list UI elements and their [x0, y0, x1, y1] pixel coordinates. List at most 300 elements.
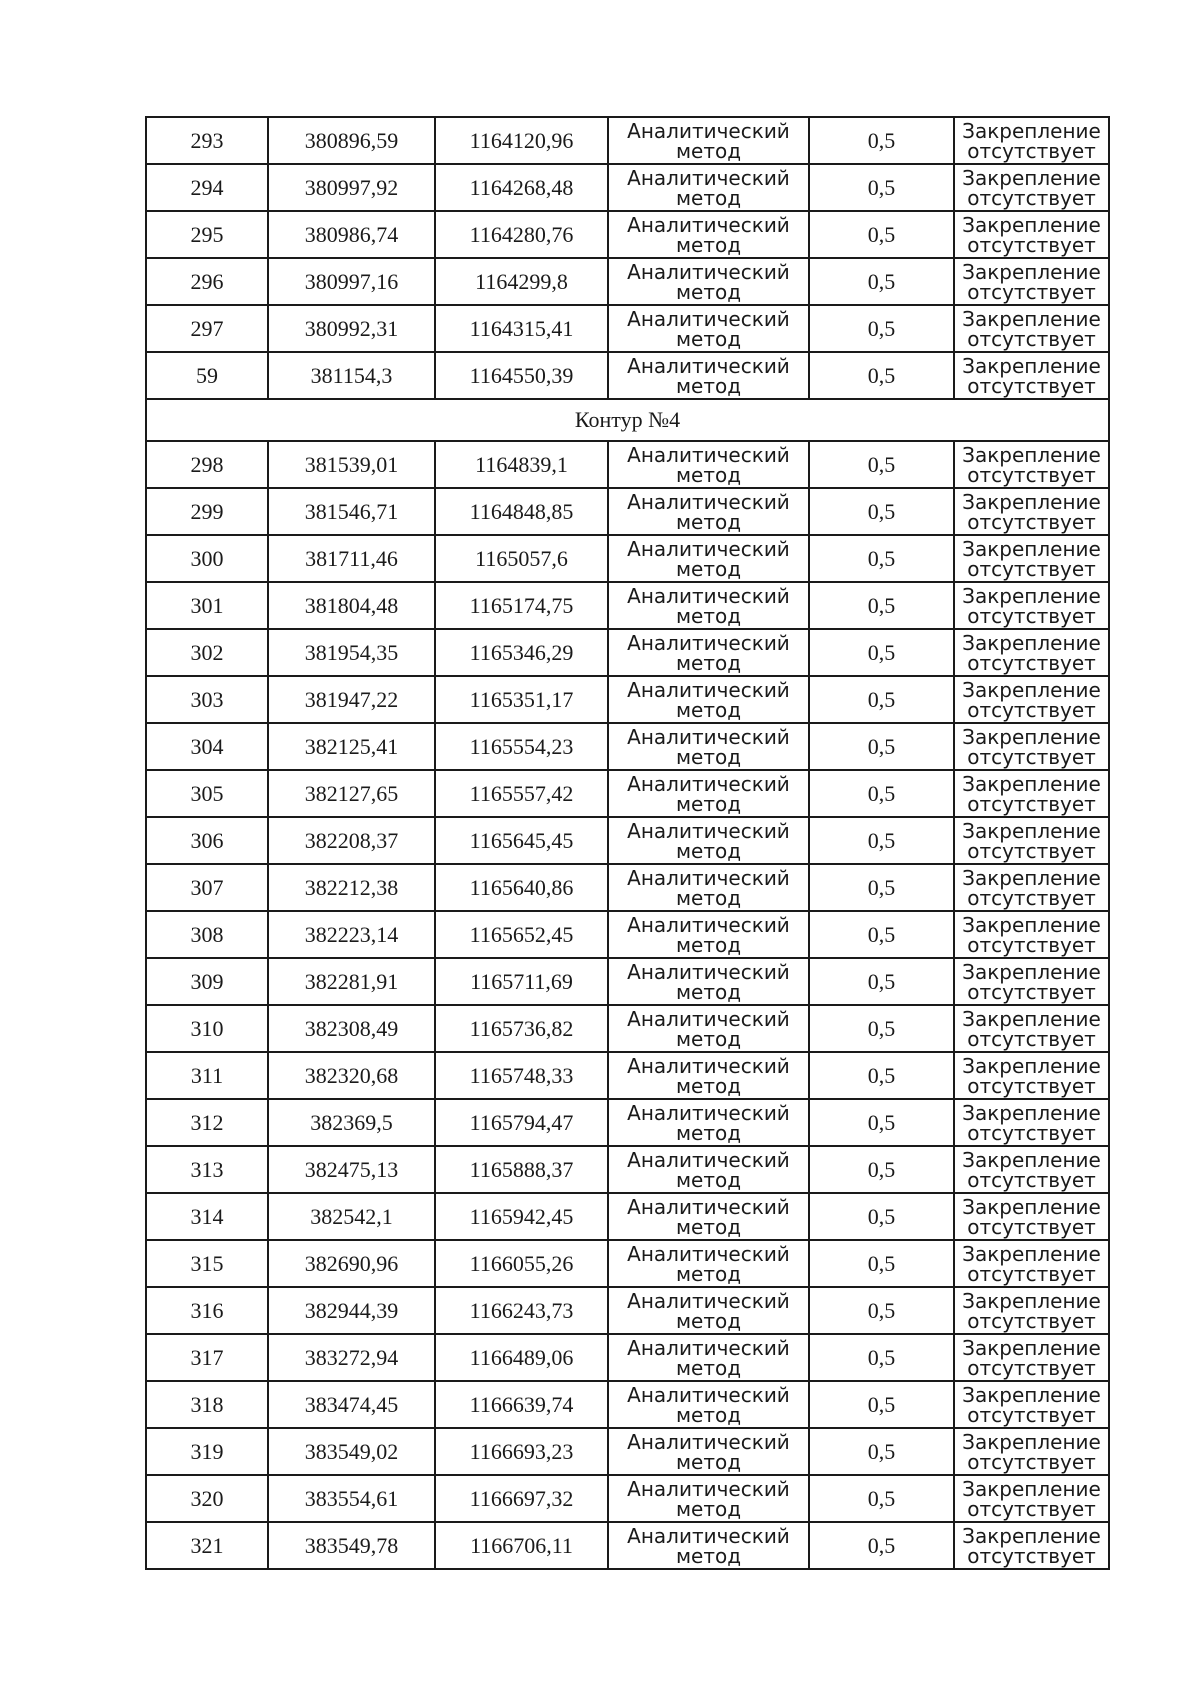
- x-coordinate-cell: 382542,1: [268, 1193, 435, 1240]
- point-number-cell: 304: [146, 723, 268, 770]
- accuracy-cell: 0,5: [809, 1522, 954, 1569]
- method-line: метод: [675, 462, 742, 487]
- table-row: [146, 817, 1109, 864]
- table-row: [146, 911, 1109, 958]
- method-line: метод: [675, 279, 742, 304]
- method-cell: [608, 629, 809, 676]
- point-number-cell: 321: [146, 1522, 268, 1569]
- accuracy-cell: 0,5: [809, 1005, 954, 1052]
- method-line: Аналитический: [627, 1476, 790, 1501]
- fixation-line: Закрепление: [962, 1241, 1101, 1266]
- x-coordinate-cell: 383554,61: [268, 1475, 435, 1522]
- method-line: метод: [675, 979, 742, 1004]
- method-cell: [608, 1522, 809, 1569]
- method-line: Аналитический: [627, 306, 790, 331]
- fixation-cell: [954, 441, 1109, 488]
- table-row: [146, 1428, 1109, 1475]
- table-row: [146, 1099, 1109, 1146]
- table-row: [146, 211, 1109, 258]
- y-coordinate-cell: 1165351,17: [435, 676, 608, 723]
- fixation-cell: [954, 305, 1109, 352]
- fixation-line: отсутствует: [967, 1073, 1096, 1098]
- method-line: метод: [675, 932, 742, 957]
- fixation-line: отсутствует: [967, 373, 1096, 398]
- fixation-line: Закрепление: [962, 259, 1101, 284]
- x-coordinate-cell: 381546,71: [268, 488, 435, 535]
- table-row: [146, 1193, 1109, 1240]
- fixation-cell: [954, 582, 1109, 629]
- method-cell: [608, 1287, 809, 1334]
- x-coordinate-cell: 380997,16: [268, 258, 435, 305]
- x-coordinate-cell: 382208,37: [268, 817, 435, 864]
- method-line: метод: [675, 138, 742, 163]
- method-line: Аналитический: [627, 1053, 790, 1078]
- x-coordinate-cell: 382320,68: [268, 1052, 435, 1099]
- method-cell: [608, 864, 809, 911]
- method-line: Аналитический: [627, 630, 790, 655]
- y-coordinate-cell: 1165057,6: [435, 535, 608, 582]
- point-number-cell: 309: [146, 958, 268, 1005]
- method-line: Аналитический: [627, 771, 790, 796]
- method-cell: [608, 1193, 809, 1240]
- method-cell: [608, 305, 809, 352]
- x-coordinate-cell: 382944,39: [268, 1287, 435, 1334]
- method-line: Аналитический: [627, 1429, 790, 1454]
- method-line: Аналитический: [627, 442, 790, 467]
- accuracy-cell: 0,5: [809, 1334, 954, 1381]
- point-number-cell: 313: [146, 1146, 268, 1193]
- fixation-cell: [954, 164, 1109, 211]
- accuracy-cell: 0,5: [809, 1146, 954, 1193]
- method-line: Аналитический: [627, 1147, 790, 1172]
- fixation-line: отсутствует: [967, 509, 1096, 534]
- point-number-cell: 317: [146, 1334, 268, 1381]
- accuracy-cell: 0,5: [809, 441, 954, 488]
- accuracy-cell: 0,5: [809, 352, 954, 399]
- table-row: [146, 1146, 1109, 1193]
- method-line: метод: [675, 326, 742, 351]
- fixation-line: Закрепление: [962, 1006, 1101, 1031]
- method-cell: [608, 1428, 809, 1475]
- fixation-line: отсутствует: [967, 1120, 1096, 1145]
- fixation-line: отсутствует: [967, 932, 1096, 957]
- method-cell: [608, 958, 809, 1005]
- method-cell: [608, 1381, 809, 1428]
- fixation-cell: [954, 1193, 1109, 1240]
- method-cell: [608, 1334, 809, 1381]
- method-cell: [608, 1475, 809, 1522]
- method-cell: [608, 441, 809, 488]
- method-cell: [608, 352, 809, 399]
- table-row: [146, 1240, 1109, 1287]
- method-line: Аналитический: [627, 353, 790, 378]
- y-coordinate-cell: 1165652,45: [435, 911, 608, 958]
- accuracy-cell: 0,5: [809, 770, 954, 817]
- x-coordinate-cell: 383549,78: [268, 1522, 435, 1569]
- section-title: Контур №4: [146, 399, 1109, 441]
- fixation-cell: [954, 488, 1109, 535]
- fixation-line: отсутствует: [967, 556, 1096, 581]
- method-line: метод: [675, 185, 742, 210]
- accuracy-cell: 0,5: [809, 723, 954, 770]
- x-coordinate-cell: 381804,48: [268, 582, 435, 629]
- method-line: метод: [675, 744, 742, 769]
- method-line: метод: [675, 1120, 742, 1145]
- point-number-cell: 315: [146, 1240, 268, 1287]
- point-number-cell: 312: [146, 1099, 268, 1146]
- point-number-cell: 314: [146, 1193, 268, 1240]
- fixation-cell: [954, 211, 1109, 258]
- fixation-line: Закрепление: [962, 118, 1101, 143]
- fixation-cell: [954, 1099, 1109, 1146]
- method-line: Аналитический: [627, 165, 790, 190]
- x-coordinate-cell: 382308,49: [268, 1005, 435, 1052]
- y-coordinate-cell: 1164839,1: [435, 441, 608, 488]
- y-coordinate-cell: 1164280,76: [435, 211, 608, 258]
- y-coordinate-cell: 1164299,8: [435, 258, 608, 305]
- method-line: метод: [675, 1073, 742, 1098]
- y-coordinate-cell: 1164120,96: [435, 117, 608, 164]
- point-number-cell: 297: [146, 305, 268, 352]
- fixation-line: отсутствует: [967, 279, 1096, 304]
- accuracy-cell: 0,5: [809, 1475, 954, 1522]
- table-row: [146, 305, 1109, 352]
- fixation-line: отсутствует: [967, 1355, 1096, 1380]
- method-line: Аналитический: [627, 583, 790, 608]
- table-row: [146, 1052, 1109, 1099]
- method-line: метод: [675, 1167, 742, 1192]
- method-cell: [608, 164, 809, 211]
- point-number-cell: 293: [146, 117, 268, 164]
- point-number-cell: 295: [146, 211, 268, 258]
- table-row: [146, 535, 1109, 582]
- fixation-cell: [954, 676, 1109, 723]
- x-coordinate-cell: 382475,13: [268, 1146, 435, 1193]
- fixation-line: Закрепление: [962, 583, 1101, 608]
- fixation-line: Закрепление: [962, 1100, 1101, 1125]
- table-row: [146, 1334, 1109, 1381]
- accuracy-cell: 0,5: [809, 1287, 954, 1334]
- y-coordinate-cell: 1165346,29: [435, 629, 608, 676]
- method-line: метод: [675, 1308, 742, 1333]
- method-line: Аналитический: [627, 536, 790, 561]
- table-row: [146, 864, 1109, 911]
- x-coordinate-cell: 381711,46: [268, 535, 435, 582]
- fixation-cell: [954, 1334, 1109, 1381]
- method-line: Аналитический: [627, 959, 790, 984]
- method-line: метод: [675, 1543, 742, 1568]
- method-cell: [608, 1005, 809, 1052]
- y-coordinate-cell: 1165645,45: [435, 817, 608, 864]
- method-line: метод: [675, 885, 742, 910]
- fixation-line: Закрепление: [962, 1335, 1101, 1360]
- fixation-line: Закрепление: [962, 1194, 1101, 1219]
- accuracy-cell: 0,5: [809, 1193, 954, 1240]
- method-line: Аналитический: [627, 1100, 790, 1125]
- fixation-line: отсутствует: [967, 603, 1096, 628]
- method-line: метод: [675, 1026, 742, 1051]
- fixation-line: Закрепление: [962, 677, 1101, 702]
- point-number-cell: 308: [146, 911, 268, 958]
- y-coordinate-cell: 1165888,37: [435, 1146, 608, 1193]
- method-cell: [608, 117, 809, 164]
- fixation-cell: [954, 117, 1109, 164]
- x-coordinate-cell: 381539,01: [268, 441, 435, 488]
- table-row: [146, 164, 1109, 211]
- table-row: [146, 1522, 1109, 1569]
- method-line: Аналитический: [627, 1006, 790, 1031]
- fixation-line: отсутствует: [967, 979, 1096, 1004]
- point-number-cell: 320: [146, 1475, 268, 1522]
- method-cell: [608, 258, 809, 305]
- fixation-line: отсутствует: [967, 697, 1096, 722]
- table-row: [146, 770, 1109, 817]
- point-number-cell: 296: [146, 258, 268, 305]
- method-line: Аналитический: [627, 118, 790, 143]
- fixation-line: Закрепление: [962, 306, 1101, 331]
- y-coordinate-cell: 1165174,75: [435, 582, 608, 629]
- method-cell: [608, 723, 809, 770]
- table-row: [146, 117, 1109, 164]
- method-line: Аналитический: [627, 912, 790, 937]
- table-row: [146, 1287, 1109, 1334]
- fixation-line: отсутствует: [967, 744, 1096, 769]
- method-line: метод: [675, 791, 742, 816]
- fixation-cell: [954, 723, 1109, 770]
- method-line: метод: [675, 650, 742, 675]
- fixation-cell: [954, 864, 1109, 911]
- method-line: метод: [675, 697, 742, 722]
- table-body-after: [146, 441, 1109, 1569]
- method-cell: [608, 676, 809, 723]
- method-line: метод: [675, 232, 742, 257]
- fixation-line: Закрепление: [962, 353, 1101, 378]
- method-cell: [608, 1052, 809, 1099]
- accuracy-cell: 0,5: [809, 1428, 954, 1475]
- table-row: [146, 488, 1109, 535]
- fixation-line: Закрепление: [962, 1053, 1101, 1078]
- fixation-line: отсутствует: [967, 326, 1096, 351]
- fixation-cell: [954, 1381, 1109, 1428]
- accuracy-cell: 0,5: [809, 1052, 954, 1099]
- point-number-cell: 294: [146, 164, 268, 211]
- point-number-cell: 303: [146, 676, 268, 723]
- fixation-line: Закрепление: [962, 771, 1101, 796]
- y-coordinate-cell: 1164848,85: [435, 488, 608, 535]
- point-number-cell: 305: [146, 770, 268, 817]
- point-number-cell: 298: [146, 441, 268, 488]
- fixation-line: Закрепление: [962, 489, 1101, 514]
- y-coordinate-cell: 1166243,73: [435, 1287, 608, 1334]
- x-coordinate-cell: 383272,94: [268, 1334, 435, 1381]
- table-row: [146, 958, 1109, 1005]
- table-row: [146, 1475, 1109, 1522]
- point-number-cell: 319: [146, 1428, 268, 1475]
- accuracy-cell: 0,5: [809, 117, 954, 164]
- table-row: [146, 1381, 1109, 1428]
- x-coordinate-cell: 380997,92: [268, 164, 435, 211]
- method-cell: [608, 1146, 809, 1193]
- point-number-cell: 311: [146, 1052, 268, 1099]
- accuracy-cell: 0,5: [809, 911, 954, 958]
- method-line: Аналитический: [627, 259, 790, 284]
- fixation-line: Закрепление: [962, 724, 1101, 749]
- fixation-line: отсутствует: [967, 1449, 1096, 1474]
- fixation-line: отсутствует: [967, 1026, 1096, 1051]
- fixation-line: Закрепление: [962, 865, 1101, 890]
- method-line: метод: [675, 509, 742, 534]
- fixation-line: Закрепление: [962, 165, 1101, 190]
- fixation-cell: [954, 958, 1109, 1005]
- fixation-cell: [954, 1146, 1109, 1193]
- y-coordinate-cell: 1165942,45: [435, 1193, 608, 1240]
- method-line: Аналитический: [627, 1382, 790, 1407]
- fixation-cell: [954, 817, 1109, 864]
- x-coordinate-cell: 381947,22: [268, 676, 435, 723]
- table-row: [146, 441, 1109, 488]
- fixation-line: Закрепление: [962, 1429, 1101, 1454]
- point-number-cell: 302: [146, 629, 268, 676]
- table-row: [146, 258, 1109, 305]
- method-line: метод: [675, 1496, 742, 1521]
- fixation-cell: [954, 352, 1109, 399]
- y-coordinate-cell: 1165640,86: [435, 864, 608, 911]
- table-row: [146, 1005, 1109, 1052]
- method-cell: [608, 211, 809, 258]
- method-line: метод: [675, 838, 742, 863]
- y-coordinate-cell: 1165794,47: [435, 1099, 608, 1146]
- x-coordinate-cell: 381154,3: [268, 352, 435, 399]
- fixation-line: отсутствует: [967, 232, 1096, 257]
- fixation-line: отсутствует: [967, 1496, 1096, 1521]
- x-coordinate-cell: 382690,96: [268, 1240, 435, 1287]
- method-cell: [608, 911, 809, 958]
- method-cell: [608, 770, 809, 817]
- section-header-row: [146, 399, 1109, 441]
- x-coordinate-cell: 381954,35: [268, 629, 435, 676]
- method-line: Аналитический: [627, 1241, 790, 1266]
- method-line: метод: [675, 1449, 742, 1474]
- x-coordinate-cell: 382223,14: [268, 911, 435, 958]
- fixation-line: отсутствует: [967, 462, 1096, 487]
- fixation-line: Закрепление: [962, 212, 1101, 237]
- y-coordinate-cell: 1166639,74: [435, 1381, 608, 1428]
- fixation-cell: [954, 911, 1109, 958]
- fixation-line: отсутствует: [967, 1402, 1096, 1427]
- method-line: метод: [675, 1402, 742, 1427]
- accuracy-cell: 0,5: [809, 629, 954, 676]
- table-row: [146, 723, 1109, 770]
- fixation-line: отсутствует: [967, 1308, 1096, 1333]
- fixation-cell: [954, 1475, 1109, 1522]
- y-coordinate-cell: 1164315,41: [435, 305, 608, 352]
- fixation-line: отсутствует: [967, 838, 1096, 863]
- x-coordinate-cell: 382127,65: [268, 770, 435, 817]
- point-number-cell: 299: [146, 488, 268, 535]
- fixation-cell: [954, 1428, 1109, 1475]
- fixation-line: Закрепление: [962, 1288, 1101, 1313]
- fixation-line: Закрепление: [962, 630, 1101, 655]
- fixation-cell: [954, 535, 1109, 582]
- fixation-cell: [954, 1005, 1109, 1052]
- fixation-cell: [954, 1287, 1109, 1334]
- accuracy-cell: 0,5: [809, 676, 954, 723]
- method-cell: [608, 817, 809, 864]
- y-coordinate-cell: 1164550,39: [435, 352, 608, 399]
- method-line: метод: [675, 1261, 742, 1286]
- x-coordinate-cell: 380986,74: [268, 211, 435, 258]
- y-coordinate-cell: 1165557,42: [435, 770, 608, 817]
- section-header-body: [146, 399, 1109, 441]
- method-line: Аналитический: [627, 677, 790, 702]
- method-line: Аналитический: [627, 489, 790, 514]
- x-coordinate-cell: 382212,38: [268, 864, 435, 911]
- x-coordinate-cell: 380992,31: [268, 305, 435, 352]
- fixation-line: Закрепление: [962, 959, 1101, 984]
- method-line: метод: [675, 373, 742, 398]
- y-coordinate-cell: 1165554,23: [435, 723, 608, 770]
- fixation-line: отсутствует: [967, 1261, 1096, 1286]
- y-coordinate-cell: 1166697,32: [435, 1475, 608, 1522]
- x-coordinate-cell: 383474,45: [268, 1381, 435, 1428]
- accuracy-cell: 0,5: [809, 958, 954, 1005]
- fixation-line: Закрепление: [962, 912, 1101, 937]
- y-coordinate-cell: 1165711,69: [435, 958, 608, 1005]
- fixation-cell: [954, 629, 1109, 676]
- method-cell: [608, 1240, 809, 1287]
- method-line: Аналитический: [627, 1335, 790, 1360]
- accuracy-cell: 0,5: [809, 582, 954, 629]
- point-number-cell: 59: [146, 352, 268, 399]
- method-line: Аналитический: [627, 724, 790, 749]
- fixation-line: Закрепление: [962, 536, 1101, 561]
- table-row: [146, 629, 1109, 676]
- y-coordinate-cell: 1166055,26: [435, 1240, 608, 1287]
- fixation-cell: [954, 258, 1109, 305]
- method-line: метод: [675, 1355, 742, 1380]
- x-coordinate-cell: 380896,59: [268, 117, 435, 164]
- accuracy-cell: 0,5: [809, 1381, 954, 1428]
- y-coordinate-cell: 1166706,11: [435, 1522, 608, 1569]
- table-row: [146, 582, 1109, 629]
- y-coordinate-cell: 1164268,48: [435, 164, 608, 211]
- y-coordinate-cell: 1165736,82: [435, 1005, 608, 1052]
- accuracy-cell: 0,5: [809, 211, 954, 258]
- fixation-line: отсутствует: [967, 185, 1096, 210]
- x-coordinate-cell: 382369,5: [268, 1099, 435, 1146]
- fixation-cell: [954, 1240, 1109, 1287]
- fixation-line: отсутствует: [967, 138, 1096, 163]
- fixation-cell: [954, 1052, 1109, 1099]
- coordinates-table: [145, 116, 1110, 1570]
- point-number-cell: 300: [146, 535, 268, 582]
- fixation-line: Закрепление: [962, 1147, 1101, 1172]
- method-line: метод: [675, 603, 742, 628]
- x-coordinate-cell: 383549,02: [268, 1428, 435, 1475]
- method-line: Аналитический: [627, 1288, 790, 1313]
- method-cell: [608, 582, 809, 629]
- fixation-line: отсутствует: [967, 1167, 1096, 1192]
- point-number-cell: 310: [146, 1005, 268, 1052]
- table-body-before: [146, 117, 1109, 399]
- method-cell: [608, 535, 809, 582]
- point-number-cell: 307: [146, 864, 268, 911]
- accuracy-cell: 0,5: [809, 1099, 954, 1146]
- fixation-cell: [954, 770, 1109, 817]
- y-coordinate-cell: 1166489,06: [435, 1334, 608, 1381]
- accuracy-cell: 0,5: [809, 817, 954, 864]
- fixation-line: Закрепление: [962, 442, 1101, 467]
